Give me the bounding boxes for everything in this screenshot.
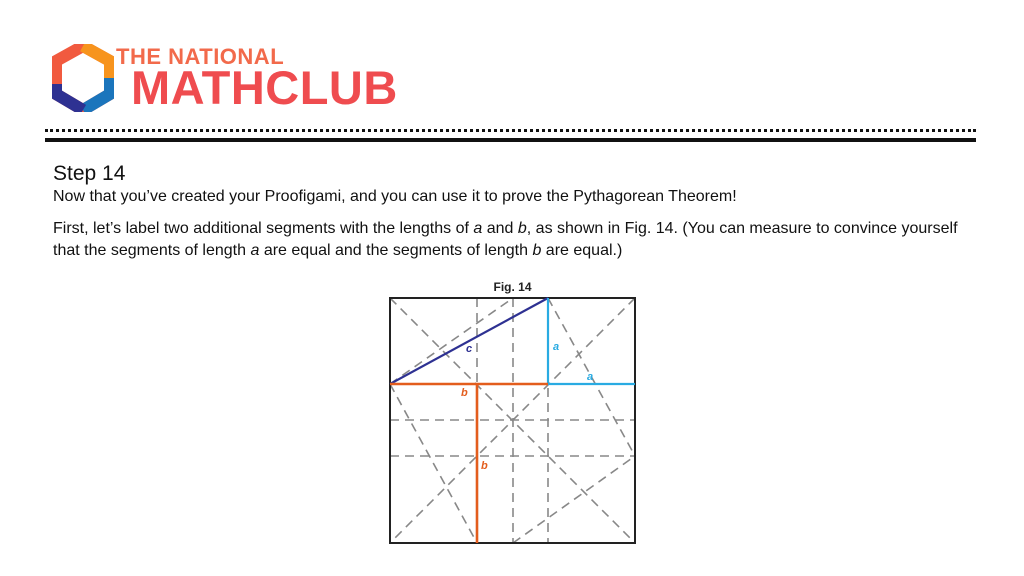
figure-caption: Fig. 14 xyxy=(493,280,532,294)
label-a-vertical: a xyxy=(553,341,560,353)
step-title: Step 14 xyxy=(53,162,126,185)
dotted-divider xyxy=(45,129,976,132)
segment-c xyxy=(390,298,548,384)
label-b-horizontal: b xyxy=(461,387,468,399)
hexagon-logo-icon xyxy=(52,44,114,112)
logo-title-small: THE NATIONAL xyxy=(116,44,285,69)
figure-14 xyxy=(385,278,640,548)
logo-title-large: MATHCLUB xyxy=(131,61,398,114)
intro-text: Now that you’ve created your Proofigami, and you can use it to prove the Pythagorean Theorem! xyxy=(53,188,737,205)
label-b-vertical: b xyxy=(481,460,488,472)
label-a-horizontal: a xyxy=(587,371,594,383)
logo xyxy=(52,44,442,114)
label-c: c xyxy=(466,343,473,355)
instruction-text: First, let’s label two additional segments with the lengths of a and b, as shown in Fig. 14. (You can measure to convince yourself that the segments of length a are equal and the segments of length b are equal.) xyxy=(53,220,958,259)
solid-divider xyxy=(45,138,976,142)
proofigami-diagram xyxy=(385,278,640,548)
